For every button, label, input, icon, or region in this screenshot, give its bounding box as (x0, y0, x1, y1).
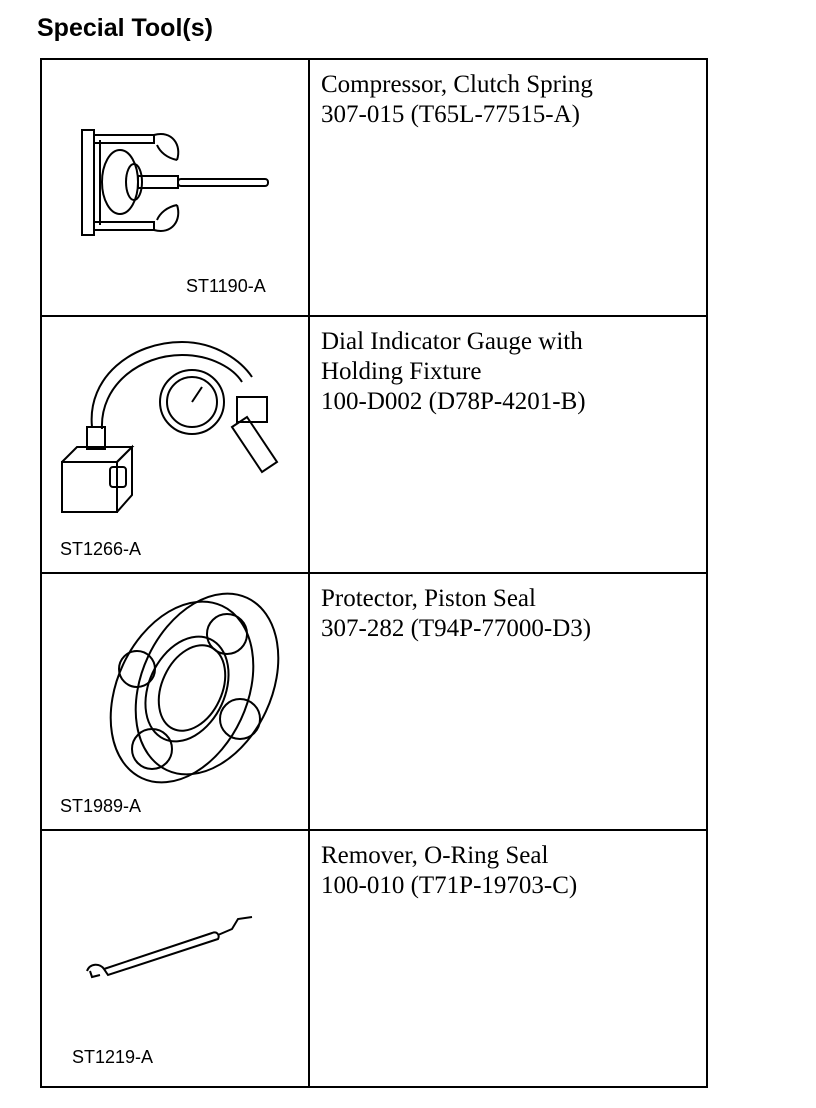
tool-number: 307-282 (T94P-77000-D3) (321, 615, 592, 642)
tool-row (41, 59, 707, 316)
tool-number: 100-010 (T71P-19703-C) (321, 872, 578, 899)
tool-row (41, 830, 707, 1087)
tool-name-line2: Holding Fixture (321, 358, 482, 385)
tool-name: Protector, Piston Seal (321, 585, 536, 612)
tool-name: Remover, O-Ring Seal (321, 842, 549, 869)
page-heading: Special Tool(s) (37, 14, 213, 42)
tool-illustration-cell (41, 59, 309, 316)
tool-description-cell (309, 573, 707, 830)
tool-name: Compressor, Clutch Spring (321, 71, 593, 98)
tool-number: 100-D002 (D78P-4201-B) (321, 388, 586, 415)
tool-description-cell (309, 316, 707, 573)
tool-number: 307-015 (T65L-77515-A) (321, 101, 580, 128)
tool-name-line1: Dial Indicator Gauge with (321, 328, 583, 355)
tool-illustration-cell (41, 573, 309, 830)
tool-row (41, 573, 707, 830)
tool-image-code: ST1266-A (60, 539, 142, 559)
tool-description-cell (309, 59, 707, 316)
tool-description-cell (309, 830, 707, 1087)
special-tools-table (40, 58, 708, 1088)
dial-indicator-illustration (42, 317, 308, 572)
piston-seal-protector-illustration (42, 574, 308, 829)
clutch-spring-compressor-illustration (42, 60, 308, 315)
tool-image-code: ST1219-A (72, 1047, 154, 1067)
tool-illustration-cell (41, 316, 309, 573)
tool-illustration-cell (41, 830, 309, 1087)
tool-row (41, 316, 707, 573)
tool-image-code: ST1190-A (186, 276, 266, 296)
tool-image-code: ST1989-A (60, 796, 142, 816)
